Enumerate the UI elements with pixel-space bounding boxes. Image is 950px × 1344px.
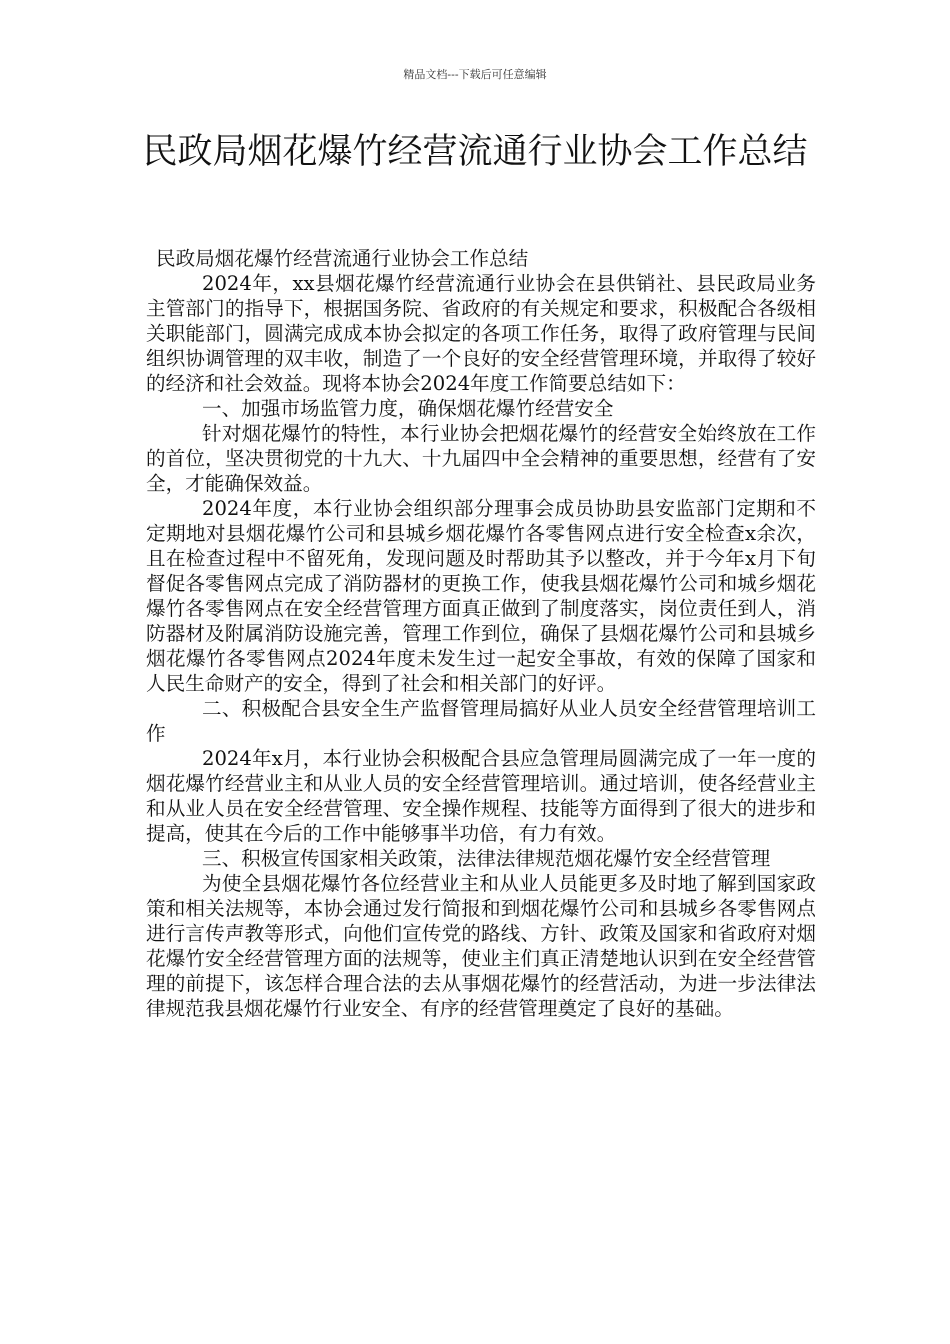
document-body <box>146 246 816 1021</box>
body-paragraph: 2024年度，本行业协会组织部分理事会成员协助县安监部门定期和不定期地对县烟花爆竹公司和县城乡烟花爆竹各零售网点进行安全检查x余次，且在检查过程中不留死角，发现问题及时帮助其予以整改，并于今年x月下旬督促各零售网点完成了消防器材的更换工作，使我县烟花爆竹公司和城乡烟花爆竹各零售网点在安全经营管理方面真正做到了制度落实，岗位责任到人，消防器材及附属消防设施完善，管理工作到位，确保了县烟花爆竹公司和县城乡烟花爆竹各零售网点2024年度未发生过一起安全事故，有效的保障了国家和人民生命财产的安全，得到了社会和相关部门的好评。 <box>146 497 816 695</box>
subtitle-paragraph: 民政局烟花爆竹经营流通行业协会工作总结 <box>156 247 529 270</box>
header-note: 精品文档---下载后可任意编辑 <box>403 68 547 81</box>
section-heading-3: 三、积极宣传国家相关政策，法律法律规范烟花爆竹安全经营管理 <box>202 847 771 870</box>
intro-paragraph: 2024年，xx县烟花爆竹经营流通行业协会在县供销社、县民政局业务主管部门的指导下，根据国务院、省政府的有关规定和要求，积极配合各级相关职能部门，圆满完成成本协会拟定的各项工作任务，取得了政府管理与民间组织协调管理的双丰收，制造了一个良好的安全经营管理环境，并取得了较好的经济和社会效益。现将本协会2024年度工作简要总结如下： <box>146 272 816 395</box>
body-paragraph: 针对烟花爆竹的特性，本行业协会把烟花爆竹的经营安全始终放在工作的首位，坚决贯彻党的十九大、十九届四中全会精神的重要思想，经营有了安全，才能确保效益。 <box>146 422 816 495</box>
body-paragraph: 为使全县烟花爆竹各位经营业主和从业人员能更多及时地了解到国家政策和相关法规等，本协会通过发行简报和到烟花爆竹公司和县城乡各零售网点进行言传声教等形式，向他们宣传党的路线、方针、政策及国家和省政府对烟花爆竹安全经营管理方面的法规等，使业主们真正清楚地认识到在安全经营管理的前提下，该怎样合理合法的去从事烟花爆竹的经营活动，为进一步法律法律规范我县烟花爆竹行业安全、有序的经营管理奠定了良好的基础。 <box>146 872 816 1020</box>
document-title: 民政局烟花爆竹经营流通行业协会工作总结 <box>142 132 808 172</box>
section-heading-2: 二、积极配合县安全生产监督管理局搞好从业人员安全经营管理培训工作 <box>146 697 816 745</box>
body-paragraph: 2024年x月，本行业协会积极配合县应急管理局圆满完成了一年一度的烟花爆竹经营业主和从业人员的安全经营管理培训。通过培训，使各经营业主和从业人员在安全经营管理、安全操作规程、技能等方面得到了很大的进步和提高，使其在今后的工作中能够事半功倍，有力有效。 <box>146 747 816 845</box>
section-heading-1: 一、加强市场监管力度，确保烟花爆竹经营安全 <box>202 397 614 420</box>
